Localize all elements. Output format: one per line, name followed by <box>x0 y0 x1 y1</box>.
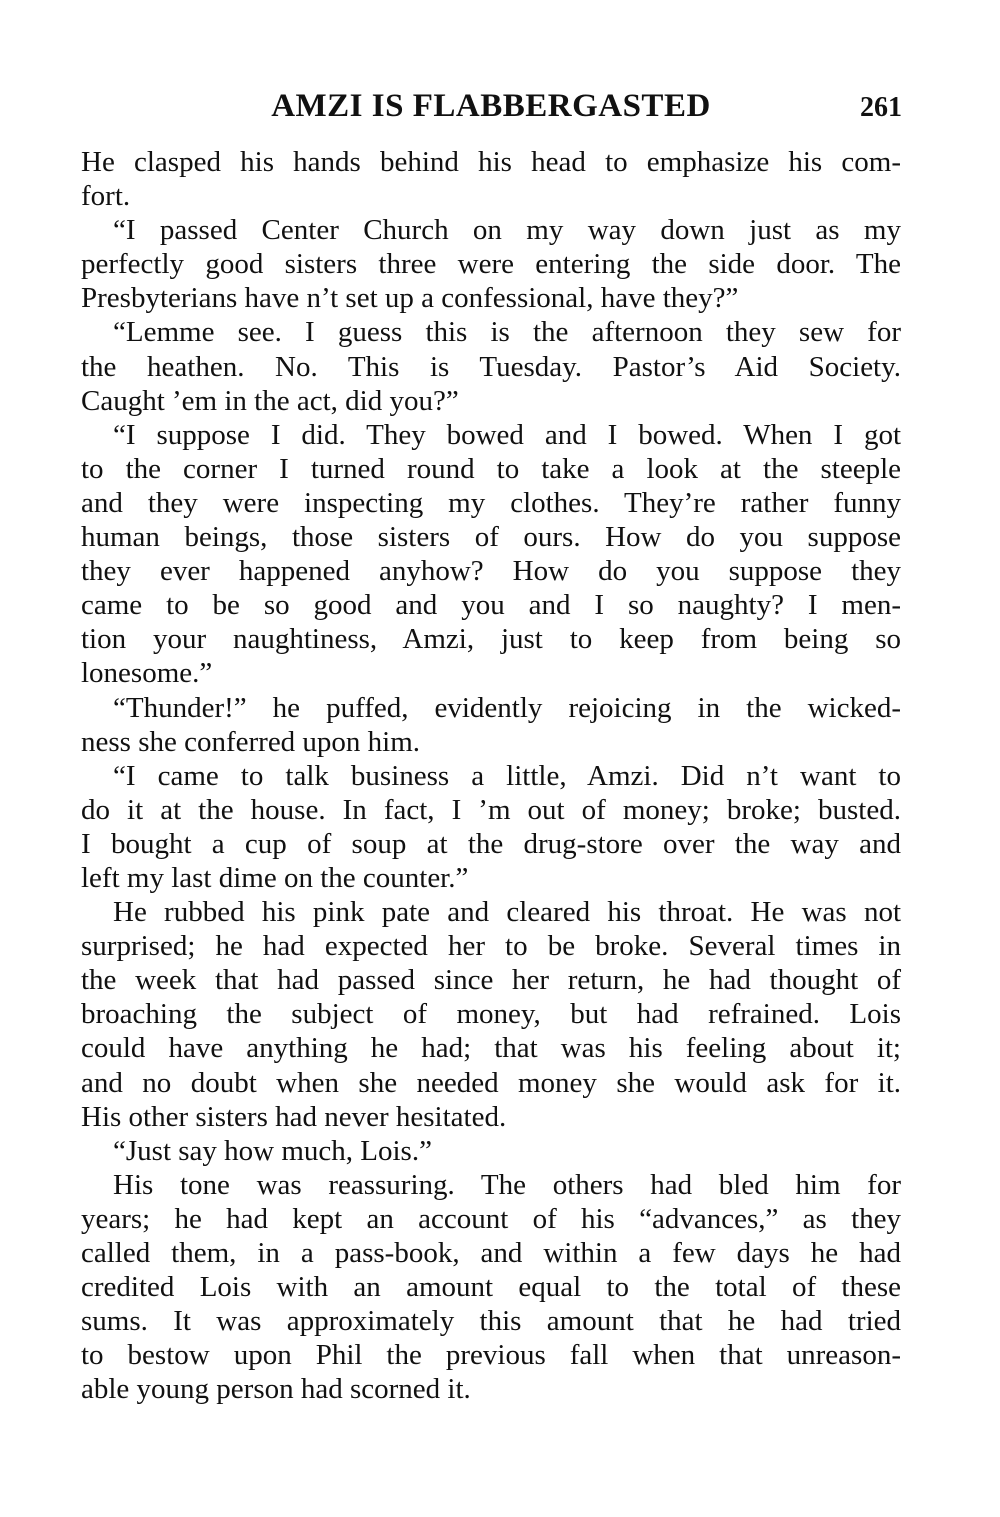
text-line: ness she conferred upon him. <box>81 725 421 758</box>
text-line: perfectly good sisters three were entering the side door. The <box>81 248 901 281</box>
text-line: able young person had scorned it. <box>81 1373 471 1406</box>
text-line: His other sisters had never hesitated. <box>81 1100 507 1133</box>
running-title: AMZI IS FLABBERGASTED <box>271 88 711 124</box>
text-line: “Lemme see. I guess this is the afternoon they sew for <box>113 316 901 349</box>
page-number: 261 <box>860 92 902 123</box>
text-line: to the corner I turned round to take a look at the steeple <box>81 452 901 485</box>
text-line: surprised; he had expected her to be broke. Several times in <box>81 930 901 963</box>
running-head <box>80 86 902 126</box>
text-line: to bestow upon Phil the previous fall when that unreason- <box>81 1339 901 1372</box>
text-body <box>81 145 901 1406</box>
text-line: years; he had kept an account of his “advances,” as they <box>81 1202 901 1235</box>
text-line: I bought a cup of soup at the drug-store over the way and <box>81 827 901 860</box>
text-line: “I passed Center Church on my way down just as my <box>113 214 901 247</box>
text-line: left my last dime on the counter.” <box>81 861 469 894</box>
text-line: and no doubt when she needed money she would ask for it. <box>81 1066 901 1099</box>
text-line: tion your naughtiness, Amzi, just to keep from being so <box>81 623 901 656</box>
text-line: lonesome.” <box>81 657 213 690</box>
text-line: His tone was reassuring. The others had bled him for <box>113 1168 901 1201</box>
text-line: the week that had passed since her return, he had thought of <box>81 964 901 997</box>
text-line: the heathen. No. This is Tuesday. Pastor’s Aid Society. <box>81 350 901 383</box>
text-line: He rubbed his pink pate and cleared his throat. He was not <box>113 896 901 929</box>
text-line: called them, in a pass-book, and within a few days he had <box>81 1237 901 1269</box>
text-line: Caught ’em in the act, did you?” <box>81 384 459 417</box>
text-line: human beings, those sisters of ours. How do you suppose <box>81 521 901 554</box>
text-line: broaching the subject of money, but had refrained. Lois <box>81 998 901 1031</box>
text-line: credited Lois with an amount equal to the total of these <box>81 1271 901 1304</box>
text-line: sums. It was approximately this amount that he had tried <box>81 1305 901 1338</box>
text-line: “I suppose I did. They bowed and I bowed. When I got <box>113 418 901 451</box>
text-line: He clasped his hands behind his head to emphasize his com- <box>81 146 901 178</box>
text-line: could have anything he had; that was his feeling about it; <box>81 1032 901 1065</box>
text-line: and they were inspecting my clothes. They’re rather funny <box>81 486 901 519</box>
text-line: they ever happened anyhow? How do you suppose they <box>81 555 901 588</box>
text-line: “I came to talk business a little, Amzi. Did n’t want to <box>113 759 901 792</box>
text-line: “Thunder!” he puffed, evidently rejoicing in the wicked- <box>113 691 901 724</box>
text-line: came to be so good and you and I so naughty? I men- <box>81 589 901 622</box>
text-line: do it at the house. In fact, I ’m out of money; broke; busted. <box>81 793 901 826</box>
text-line: fort. <box>81 180 131 213</box>
text-line: “Just say how much, Lois.” <box>113 1134 432 1167</box>
text-line: Presbyterians have n’t set up a confessional, have they?” <box>81 282 739 315</box>
